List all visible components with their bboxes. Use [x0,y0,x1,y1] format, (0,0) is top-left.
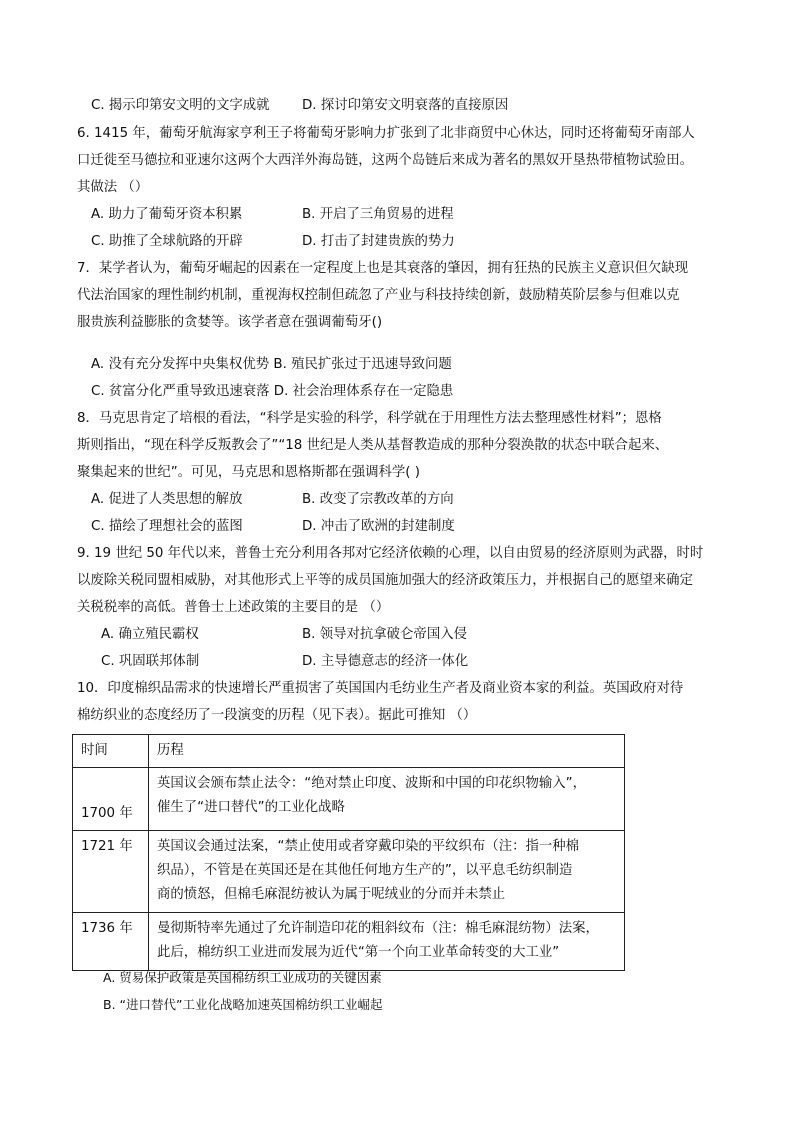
table-header-process: 历程 [149,735,625,768]
q10-option-b: B. “进口替代”工业化战略加速英国棉纺织工业崛起 [103,997,383,1012]
table-cell-line: 英国议会通过法案，“禁止使用或者穿戴印染的平纹织布（注：指一种棉 [157,839,580,854]
q9-option-d: D. 主导德意志的经济一体化 [302,654,469,669]
table-row [73,831,625,913]
q6-option-c: C. 助推了全球航路的开辟 [91,234,243,249]
q6-option-d: D. 打击了封建贵族的势力 [302,234,455,249]
table-cell-year: 1736 年 [73,913,149,971]
table-cell-line: 英国议会颁布禁止法令：“绝对禁止印度、波斯和中国的印花织物输入”， [157,776,586,791]
q6-stem-line2: 口迁徙至马德拉和亚速尔这两个大西洋外海岛链，这两个岛链后来成为著名的黑奴开垦热带植物试验田。 [77,153,693,168]
q10-stem-line1: 10．印度棉织品需求的快速增长严重损害了英国国内毛纺业生产者及商业资本家的利益。英国政府对待 [77,681,684,696]
q8-option-a: A. 促进了人类思想的解放 [91,492,243,507]
q9-stem-line3: 关税税率的高低。普鲁士上述政策的主要目的是 （） [77,600,390,615]
q8-stem-line3: 聚集起来的世纪”。可见，马克思和恩格斯都在强调科学( ) [77,465,421,480]
table-cell-line: 织品），不管是在英国还是在其他任何地方生产的”，以平息毛纺织制造 [157,863,573,878]
table-row [73,768,625,831]
table-cell-line: 曼彻斯特率先通过了允许制造印花的粗斜纹布（注：棉毛麻混纺物）法案， [157,921,599,936]
table-cell-line: 商的愤怒，但棉毛麻混纺被认为属于呢绒业的分而并未禁止 [157,887,506,902]
table-cell-process [149,913,625,971]
q7-options-ab: A. 没有充分发挥中央集权优势 B. 殖民扩张过于迅速导致问题 [91,357,452,372]
q9-stem-line1: 9. 19 世纪 50 年代以来，普鲁士充分利用各邦对它经济依赖的心理，以自由贸易的经济原则为武器，时时 [77,546,704,561]
q8-option-c: C. 描绘了理想社会的蓝图 [91,519,243,534]
q8-option-d: D. 冲击了欧洲的封建制度 [302,519,455,534]
q5-option-c: C. 揭示印第安文明的文字成就 [91,98,270,113]
q5-option-d: D. 探讨印第安文明衰落的直接原因 [302,98,509,113]
table-cell-line: 催生了“进口替代”的工业化战略 [157,800,345,815]
table-cell-process [149,831,625,913]
q7-options-cd: C. 贫富分化严重导致迅速衰落 D. 社会治理体系存在一定隐患 [91,384,454,399]
q9-option-c: C. 巩固联邦体制 [101,654,200,669]
table-cell-year: 1700 年 [73,768,149,831]
q8-stem-line2: 斯则指出，“现在科学反叛教会了”“18 世纪是人类从基督教造成的那种分裂涣散的状态中联合起来、 [77,438,669,453]
q7-stem-line1: 7．某学者认为，葡萄牙崛起的因素在一定程度上也是其衰落的肇因，拥有狂热的民族主义意识但欠缺现 [77,261,689,276]
table-header-time: 时间 [73,735,149,768]
q6-stem-line1: 6. 1415 年，葡萄牙航海家亨利王子将葡萄牙影响力扩张到了北非商贸中心休达，同时还将葡萄牙南部人 [77,126,695,141]
q6-stem-line3: 其做法 （） [77,180,149,195]
history-table [72,734,625,971]
q10-stem-line2: 棉纺织业的态度经历了一段演变的历程（见下表）。据此可推知 （） [77,708,477,723]
q9-option-b: B. 领导对抗拿破仑帝国入侵 [302,627,467,642]
q7-stem-line3: 服贵族利益膨胀的贪婪等。该学者意在强调葡萄牙() [77,315,383,330]
q8-stem-line1: 8．马克思肯定了培根的看法，“科学是实验的科学，科学就在于用理性方法去整理感性材料”；恩格 [77,411,662,426]
q6-option-a: A. 助力了葡萄牙资本积累 [91,207,243,222]
table-cell-line: 此后，棉纺织工业进而发展为近代“第一个向工业革命转变的大工业” [157,945,560,960]
q6-option-b: B. 开启了三角贸易的进程 [302,207,454,222]
table-cell-process [149,768,625,831]
table-row [73,913,625,971]
q9-option-a: A. 确立殖民霸权 [101,627,199,642]
q8-option-b: B. 改变了宗教改革的方向 [302,492,454,507]
q10-option-a: A. 贸易保护政策是英国棉纺织工业成功的关键因素 [103,970,382,985]
table-cell-year: 1721 年 [73,831,149,913]
q7-stem-line2: 代法治国家的理性制约机制，重视海权控制但疏忽了产业与科技持续创新，鼓励精英阶层参与但难以克 [77,288,680,303]
q9-stem-line2: 以废除关税同盟相威胁，对其他形式上平等的成员国施加强大的经济政策压力，并根据自己的愿望来确定 [77,573,693,588]
